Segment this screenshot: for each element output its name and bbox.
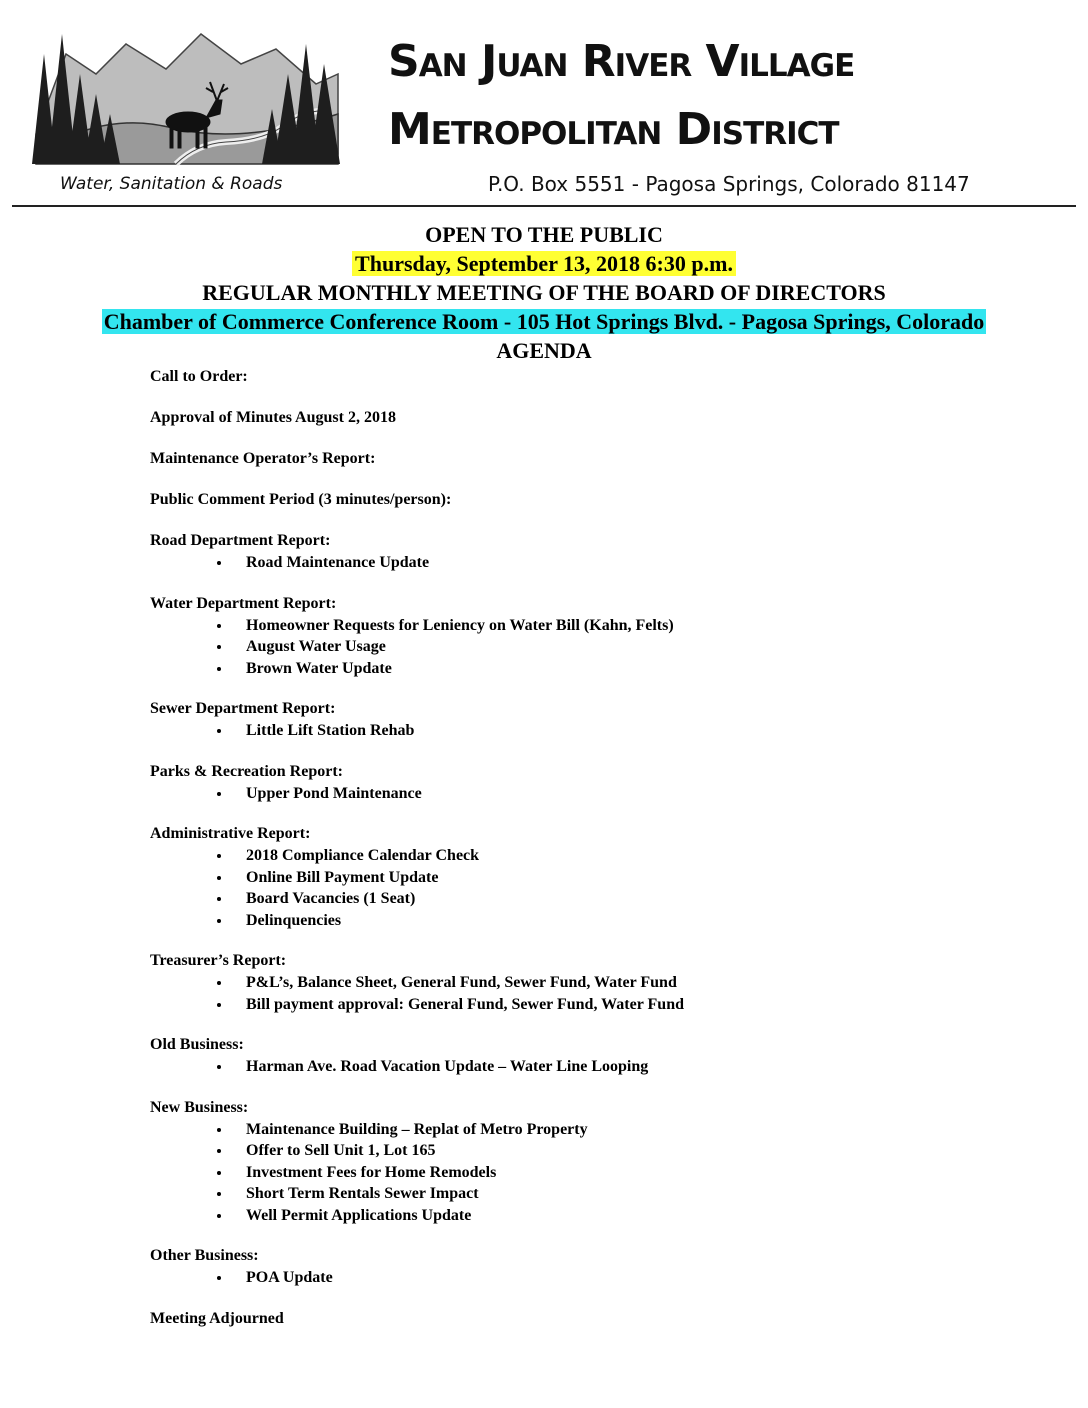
agenda-bullet-item: Homeowner Requests for Leniency on Water Bill (Kahn, Felts) xyxy=(150,615,1030,637)
agenda-bullet-item: Brown Water Update xyxy=(150,658,1030,680)
agenda-section-title: Water Department Report: xyxy=(150,594,337,612)
agenda-bullet-item: Little Lift Station Rehab xyxy=(150,720,1030,742)
agenda-bullet-item: August Water Usage xyxy=(150,636,1030,658)
org-name-line-2: Metropolitan District xyxy=(388,104,839,155)
agenda-bullet-list xyxy=(150,972,1030,1015)
agenda-section-title: Other Business: xyxy=(150,1247,259,1264)
agenda-bullet-item: POA Update xyxy=(150,1267,1030,1289)
agenda-bullet-item: Upper Pond Maintenance xyxy=(150,783,1030,805)
agenda-section-title: Old Business: xyxy=(150,1036,244,1053)
agenda-bullet-item: Online Bill Payment Update xyxy=(150,867,1030,889)
agenda-bullet-list xyxy=(150,845,1030,931)
agenda-bullet-item: Bill payment approval: General Fund, Sewer Fund, Water Fund xyxy=(150,994,1030,1016)
letterhead xyxy=(0,0,1088,210)
agenda-bullet-item: Maintenance Building – Replat of Metro Property xyxy=(150,1119,1030,1141)
agenda-section xyxy=(150,366,1030,388)
agenda-bullet-item: Offer to Sell Unit 1, Lot 165 xyxy=(150,1140,1030,1162)
agenda-list xyxy=(150,366,1030,1349)
agenda-section xyxy=(150,1245,1030,1289)
agenda-section-title: Approval of Minutes August 2, 2018 xyxy=(150,409,396,426)
agenda-section xyxy=(150,407,1030,429)
agenda-section-title: Call to Order: xyxy=(150,368,248,385)
agenda-section xyxy=(150,823,1030,931)
agenda-section xyxy=(150,489,1030,511)
meeting-type: REGULAR MONTHLY MEETING OF THE BOARD OF DIRECTORS xyxy=(202,280,886,305)
agenda-section-title: Maintenance Operator’s Report: xyxy=(150,450,376,467)
tagline: Water, Sanitation & Roads xyxy=(60,174,283,194)
meeting-location-heading xyxy=(0,307,1088,336)
agenda-section xyxy=(150,1308,1030,1330)
agenda-heading xyxy=(0,336,1088,365)
agenda-title: AGENDA xyxy=(496,338,592,363)
meeting-datetime: Thursday, September 13, 2018 6:30 p.m. xyxy=(352,251,736,276)
agenda-section xyxy=(150,950,1030,1015)
agenda-bullet-list xyxy=(150,552,1030,574)
agenda-bullet-item: Harman Ave. Road Vacation Update – Water Line Looping xyxy=(150,1056,1030,1078)
agenda-bullet-item: Well Permit Applications Update xyxy=(150,1205,1030,1227)
meeting-datetime-heading xyxy=(0,249,1088,278)
agenda-section-title: Meeting Adjourned xyxy=(150,1309,284,1327)
agenda-section-title: Parks & Recreation Report: xyxy=(150,762,343,780)
meeting-type-heading xyxy=(0,278,1088,307)
agenda-section xyxy=(150,530,1030,574)
mailing-address: P.O. Box 5551 - Pagosa Springs, Colorado 81147 xyxy=(488,172,970,196)
header-divider xyxy=(12,205,1076,207)
agenda-bullet-list xyxy=(150,1119,1030,1227)
agenda-bullet-list xyxy=(150,615,1030,680)
agenda-section xyxy=(150,1097,1030,1227)
agenda-bullet-list xyxy=(150,783,1030,805)
agenda-section xyxy=(150,593,1030,680)
agenda-bullet-item: P&L’s, Balance Sheet, General Fund, Sewer Fund, Water Fund xyxy=(150,972,1030,994)
agenda-bullet-item: Board Vacancies (1 Seat) xyxy=(150,888,1030,910)
meeting-titles xyxy=(0,220,1088,365)
agenda-section-title: Treasurer’s Report: xyxy=(150,952,287,969)
agenda-section-title: Public Comment Period (3 minutes/person): xyxy=(150,491,452,508)
agenda-section xyxy=(150,1034,1030,1078)
meeting-location: Chamber of Commerce Conference Room - 105 Hot Springs Blvd. - Pagosa Springs, Colorado xyxy=(103,309,985,334)
agenda-section xyxy=(150,448,1030,470)
org-name-line-1: San Juan River Village xyxy=(388,36,855,87)
open-to-public-text: OPEN TO THE PUBLIC xyxy=(425,222,663,247)
agenda-bullet-item: 2018 Compliance Calendar Check xyxy=(150,845,1030,867)
agenda-section xyxy=(150,761,1030,805)
agenda-bullet-item: Delinquencies xyxy=(150,910,1030,932)
agenda-bullet-list xyxy=(150,1056,1030,1078)
agenda-bullet-item: Road Maintenance Update xyxy=(150,552,1030,574)
open-to-public-heading xyxy=(0,220,1088,249)
agenda-bullet-list xyxy=(150,720,1030,742)
agenda-bullet-item: Investment Fees for Home Remodels xyxy=(150,1162,1030,1184)
district-logo-mountain-elk xyxy=(26,14,346,166)
agenda-section-title: New Business: xyxy=(150,1098,249,1116)
agenda-section xyxy=(150,698,1030,742)
agenda-bullet-list xyxy=(150,1267,1030,1289)
agenda-bullet-item: Short Term Rentals Sewer Impact xyxy=(150,1183,1030,1205)
agenda-section-title: Road Department Report: xyxy=(150,532,331,549)
agenda-section-title: Administrative Report: xyxy=(150,825,311,842)
agenda-section-title: Sewer Department Report: xyxy=(150,700,336,717)
